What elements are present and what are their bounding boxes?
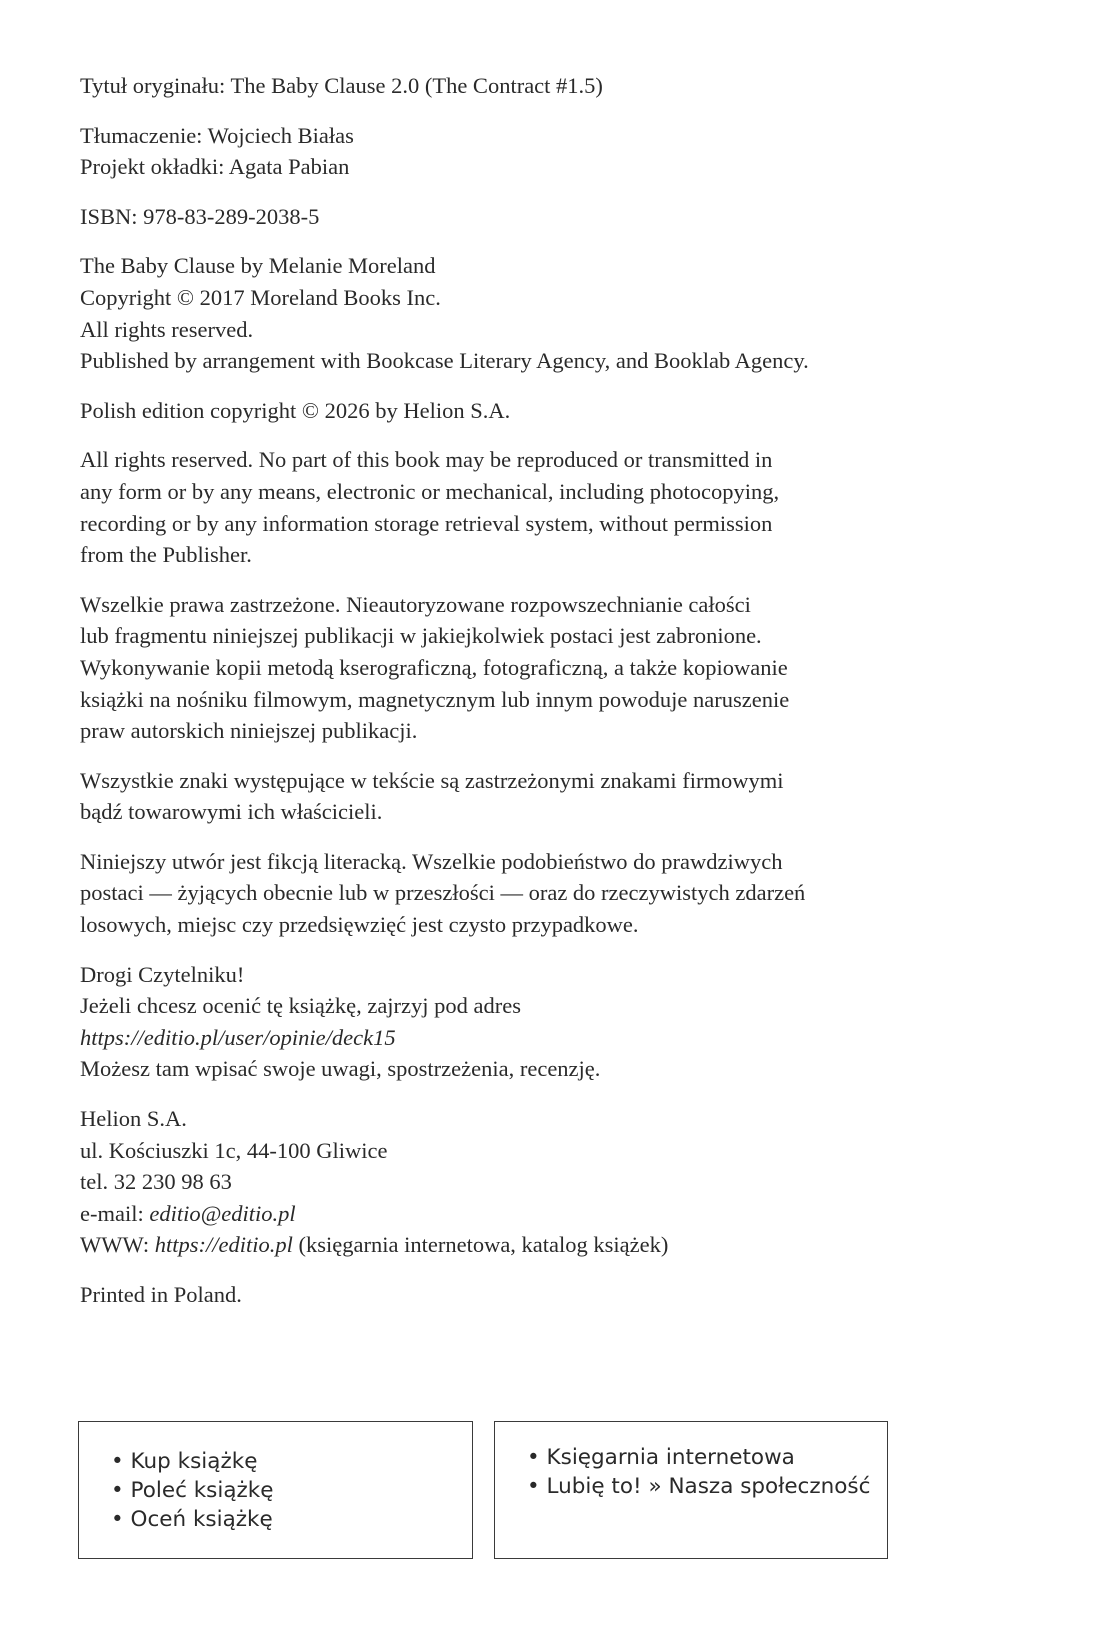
rights-pl-block (80, 589, 980, 747)
publisher-address: ul. Kościuszki 1c, 44-100 Gliwice (80, 1137, 388, 1163)
text-line: bądź towarowymi ich właścicieli. (80, 799, 383, 825)
credits-block (80, 70, 980, 102)
www-note: (księgarnia internetowa, katalog książek) (292, 1232, 669, 1258)
publisher-block (80, 1103, 980, 1261)
translation-credit: Tłumaczenie: Wojciech Białas (80, 122, 354, 148)
translator-cover-block (80, 120, 980, 183)
printed-block (80, 1279, 980, 1311)
reader-greeting: Drogi Czytelniku! (80, 961, 245, 987)
fiction-disclaimer-block (80, 846, 980, 941)
cover-credit: Projekt okładki: Agata Pabian (80, 154, 350, 180)
text-line: losowych, miejsc czy przedsięwzięć jest czysto przypadkowe. (80, 912, 639, 938)
www-link[interactable]: https://editio.pl (154, 1232, 293, 1258)
original-copyright-block (80, 250, 980, 376)
text-line: from the Publisher. (80, 542, 252, 568)
reader-note: Możesz tam wpisać swoje uwagi, spostrzeżenia, recenzję. (80, 1056, 601, 1082)
email-link[interactable]: editio@editio.pl (149, 1200, 296, 1226)
text-line: książki na nośniku filmowym, magnetycznym lub innym powoduje naruszenie (80, 686, 790, 712)
community-link[interactable]: • Lubię to! » Nasza społeczność (527, 1474, 871, 1499)
copyright-line: Published by arrangement with Bookcase Literary Agency, and Booklab Agency. (80, 348, 809, 374)
copyright-line: All rights reserved. (80, 316, 254, 342)
polish-edition-block (80, 395, 980, 427)
recommend-book-link[interactable]: • Poleć książkę (111, 1478, 274, 1503)
publisher-www-line (80, 1229, 980, 1261)
rights-en-block (80, 444, 980, 570)
community-box (494, 1421, 888, 1559)
online-bookstore-link[interactable]: • Księgarnia internetowa (527, 1445, 795, 1470)
polish-edition: Polish edition copyright © 2026 by Helion S.A. (80, 397, 511, 423)
book-actions-box (78, 1421, 473, 1559)
text-line: any form or by any means, electronic or mechanical, including photocopying, (80, 478, 780, 504)
printed-in: Printed in Poland. (80, 1282, 242, 1307)
rating-link[interactable]: https://editio.pl/user/opinie/deck15 (80, 1024, 396, 1050)
reader-prompt: Jeżeli chcesz ocenić tę książkę, zajrzyj pod adres (80, 993, 522, 1019)
text-line: lub fragmentu niniejszej publikacji w jakiejkolwiek postaci jest zabronione. (80, 623, 762, 649)
text-line: Niniejszy utwór jest fikcją literacką. Wszelkie podobieństwo do prawdziwych (80, 848, 783, 874)
email-label: e-mail: (80, 1200, 150, 1226)
isbn: ISBN: 978-83-289-2038-5 (80, 203, 320, 229)
isbn-block (80, 201, 980, 233)
publisher-email-line (80, 1198, 980, 1230)
text-line: All rights reserved. No part of this book may be reproduced or transmitted in (80, 447, 773, 473)
copyright-line: Copyright © 2017 Moreland Books Inc. (80, 284, 441, 310)
trademarks-block (80, 765, 980, 828)
text-line: Wykonywanie kopii metodą kserograficzną, fotograficzną, a także kopiowanie (80, 654, 788, 680)
www-label: WWW: (80, 1232, 155, 1258)
text-line: praw autorskich niniejszej publikacji. (80, 718, 418, 744)
text-line: postaci — żyjących obecnie lub w przeszłości — oraz do rzeczywistych zdarzeń (80, 880, 806, 906)
text-line: Wszelkie prawa zastrzeżone. Nieautoryzowane rozpowszechnianie całości (80, 591, 751, 617)
text-line: Wszystkie znaki występujące w tekście są zastrzeżonymi znakami firmowymi (80, 767, 784, 793)
rate-book-link[interactable]: • Oceń książkę (111, 1507, 273, 1532)
copyright-line: The Baby Clause by Melanie Moreland (80, 253, 436, 279)
copyright-page (80, 70, 980, 1331)
original-title: Tytuł oryginału: The Baby Clause 2.0 (The Contract #1.5) (80, 73, 603, 98)
publisher-phone: tel. 32 230 98 63 (80, 1169, 232, 1195)
text-line: recording or by any information storage retrieval system, without permission (80, 510, 773, 536)
buy-book-link[interactable]: • Kup książkę (111, 1449, 258, 1474)
publisher-name: Helion S.A. (80, 1106, 187, 1132)
reader-block (80, 959, 980, 1085)
